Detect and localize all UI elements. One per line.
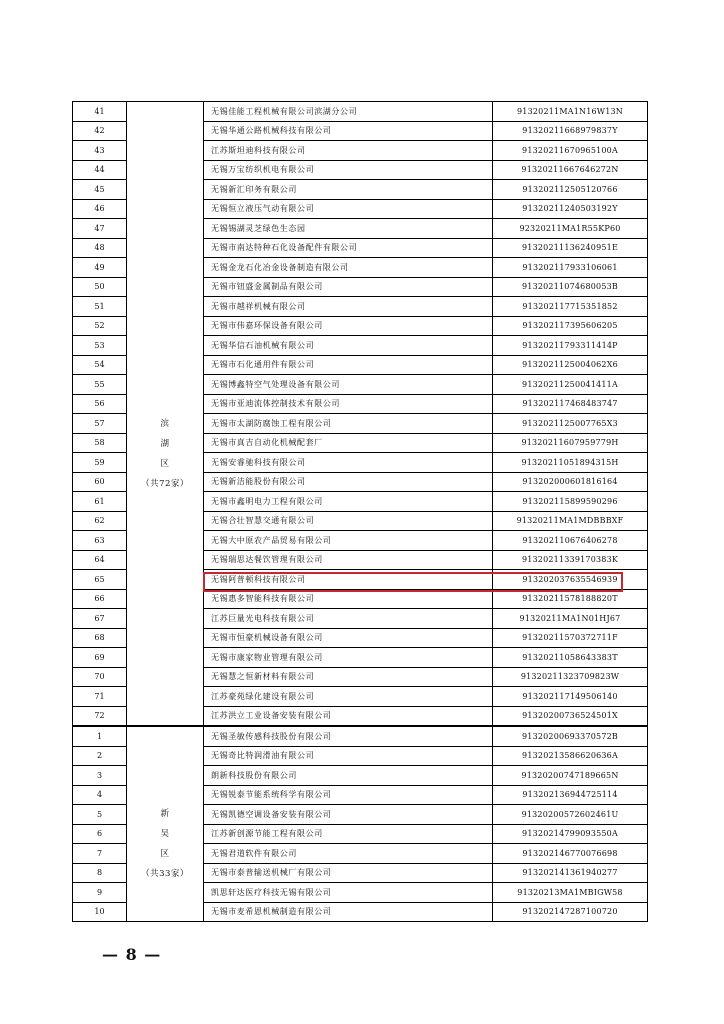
company-name: 无锡大中原农产品贸易有限公司 bbox=[204, 531, 493, 551]
company-name: 无锡万宝纺织机电有限公司 bbox=[204, 160, 493, 180]
row-number: 50 bbox=[73, 277, 127, 297]
credit-code: 91320211339170383K bbox=[493, 550, 648, 570]
company-name: 无锡金龙石化冶金设备制造有限公司 bbox=[204, 258, 493, 278]
company-name: 无锡安睿驰科技有限公司 bbox=[204, 453, 493, 473]
credit-code: 9132021125007765X3 bbox=[493, 414, 648, 434]
credit-code: 913202117395606205 bbox=[493, 316, 648, 336]
row-number: 9 bbox=[73, 883, 127, 903]
district-char: 吴 bbox=[160, 829, 170, 839]
district-cell bbox=[127, 102, 204, 727]
company-name: 无锡凯德空调设备安装有限公司 bbox=[204, 805, 493, 825]
company-name: 无锡新汇印务有限公司 bbox=[204, 180, 493, 200]
company-name: 无锡市伟嘉环保设备有限公司 bbox=[204, 316, 493, 336]
company-name: 无锡佳能工程机械有限公司滨湖分公司 bbox=[204, 102, 493, 122]
credit-code: 913202117468483747 bbox=[493, 394, 648, 414]
company-name: 江苏巨量光电科技有限公司 bbox=[204, 609, 493, 629]
company-name: 无锡新洁能股份有限公司 bbox=[204, 472, 493, 492]
row-number: 58 bbox=[73, 433, 127, 453]
company-name: 无锡市南达特种石化设备配件有限公司 bbox=[204, 238, 493, 258]
company-name: 江苏洪立工业设备安装有限公司 bbox=[204, 706, 493, 726]
row-number: 62 bbox=[73, 511, 127, 531]
company-name: 无锡市越祥机械有限公司 bbox=[204, 297, 493, 317]
company-name: 无锡市石化通用件有限公司 bbox=[204, 355, 493, 375]
credit-code: 91320211607959779H bbox=[493, 433, 648, 453]
company-name: 无锡市鑫明电力工程有限公司 bbox=[204, 492, 493, 512]
page-number: — 8 — bbox=[102, 945, 162, 964]
company-name: 无锡市麦希恩机械制造有限公司 bbox=[204, 902, 493, 922]
company-name: 无锡慧之恒新材料有限公司 bbox=[204, 667, 493, 687]
row-number: 49 bbox=[73, 258, 127, 278]
row-number: 54 bbox=[73, 355, 127, 375]
credit-code: 91320213MA1MBIGW58 bbox=[493, 883, 648, 903]
company-name: 无锡博鑫特空气处理设备有限公司 bbox=[204, 375, 493, 395]
district-char: 滨 bbox=[160, 418, 170, 429]
company-table bbox=[72, 101, 648, 922]
row-number: 8 bbox=[73, 863, 127, 883]
row-number: 71 bbox=[73, 687, 127, 707]
row-number: 63 bbox=[73, 531, 127, 551]
row-number: 1 bbox=[73, 726, 127, 746]
row-number: 65 bbox=[73, 570, 127, 590]
district-cell bbox=[127, 726, 204, 922]
company-name: 无锡锐泰节能系统科学有限公司 bbox=[204, 785, 493, 805]
row-number: 61 bbox=[73, 492, 127, 512]
row-number: 10 bbox=[73, 902, 127, 922]
credit-code: 913202147287100720 bbox=[493, 902, 648, 922]
credit-code: 92320211MA1R55KP60 bbox=[493, 219, 648, 239]
company-name: 无锡华信石油机械有限公司 bbox=[204, 336, 493, 356]
company-name: 朗新科技股份有限公司 bbox=[204, 766, 493, 786]
credit-code: 913202112505120766 bbox=[493, 180, 648, 200]
row-number: 72 bbox=[73, 706, 127, 726]
credit-code: 91320211570372711F bbox=[493, 628, 648, 648]
company-name: 无锡合壮智慧交通有限公司 bbox=[204, 511, 493, 531]
credit-code: 9132021125004062X6 bbox=[493, 355, 648, 375]
credit-code: 91320211793311414P bbox=[493, 336, 648, 356]
credit-code: 913202110676406278 bbox=[493, 531, 648, 551]
district-count: （共72家） bbox=[141, 478, 189, 489]
row-number: 52 bbox=[73, 316, 127, 336]
credit-code: 91320211136240951E bbox=[493, 238, 648, 258]
company-name: 凯思轩达医疗科技无锡有限公司 bbox=[204, 883, 493, 903]
company-name: 无锡市太湖防腐蚀工程有限公司 bbox=[204, 414, 493, 434]
district-char: 新 bbox=[160, 809, 170, 819]
credit-code: 91320214799093550A bbox=[493, 824, 648, 844]
row-number: 45 bbox=[73, 180, 127, 200]
company-name: 无锡奇比特润滑油有限公司 bbox=[204, 746, 493, 766]
company-name: 无锡市康家物业管理有限公司 bbox=[204, 648, 493, 668]
company-name: 无锡市泰普输送机械厂有限公司 bbox=[204, 863, 493, 883]
credit-code: 91320200572602461U bbox=[493, 805, 648, 825]
credit-code: 91320200693370572B bbox=[493, 726, 648, 746]
credit-code: 91320211667646272N bbox=[493, 160, 648, 180]
company-name: 江苏斯坦迪科技有限公司 bbox=[204, 141, 493, 161]
row-number: 44 bbox=[73, 160, 127, 180]
row-number: 59 bbox=[73, 453, 127, 473]
row-number: 66 bbox=[73, 589, 127, 609]
credit-code: 91320211MA1N01HJ67 bbox=[493, 609, 648, 629]
company-name: 无锡君道软件有限公司 bbox=[204, 844, 493, 864]
row-number: 67 bbox=[73, 609, 127, 629]
row-number: 46 bbox=[73, 199, 127, 219]
credit-code: 91320211578188820T bbox=[493, 589, 648, 609]
credit-code: 913202136944725114 bbox=[493, 785, 648, 805]
row-number: 64 bbox=[73, 550, 127, 570]
credit-code: 913202117715351852 bbox=[493, 297, 648, 317]
row-number: 4 bbox=[73, 785, 127, 805]
credit-code: 913202115899590296 bbox=[493, 492, 648, 512]
row-number: 51 bbox=[73, 297, 127, 317]
row-number: 7 bbox=[73, 844, 127, 864]
table-row bbox=[73, 102, 648, 122]
company-name: 无锡市钮盛金属制品有限公司 bbox=[204, 277, 493, 297]
row-number: 69 bbox=[73, 648, 127, 668]
credit-code: 91320200736524501X bbox=[493, 706, 648, 726]
company-name: 无锡圣敏传感科技股份有限公司 bbox=[204, 726, 493, 746]
company-name: 无锡市亚迪流体控制技术有限公司 bbox=[204, 394, 493, 414]
credit-code: 91320211670965100A bbox=[493, 141, 648, 161]
row-number: 6 bbox=[73, 824, 127, 844]
district-char: 区 bbox=[160, 458, 170, 469]
company-name: 无锡惠多智能科技有限公司 bbox=[204, 589, 493, 609]
company-name: 无锡锡湖灵芝绿色生态园 bbox=[204, 219, 493, 239]
company-name: 江苏豪苑绿化建设有限公司 bbox=[204, 687, 493, 707]
credit-code: 91320211250041411A bbox=[493, 375, 648, 395]
row-number: 48 bbox=[73, 238, 127, 258]
company-name: 无锡华通公路机械科技有限公司 bbox=[204, 121, 493, 141]
credit-code: 91320213586620636A bbox=[493, 746, 648, 766]
company-name: 江苏新创源节能工程有限公司 bbox=[204, 824, 493, 844]
table-row bbox=[73, 726, 648, 746]
row-number: 42 bbox=[73, 121, 127, 141]
row-number: 43 bbox=[73, 141, 127, 161]
credit-code: 913202000601816164 bbox=[493, 472, 648, 492]
credit-code: 913202117149506140 bbox=[493, 687, 648, 707]
credit-code: 91320211MA1N16W13N bbox=[493, 102, 648, 122]
company-name: 无锡市真吉自动化机械配套厂 bbox=[204, 433, 493, 453]
row-number: 47 bbox=[73, 219, 127, 239]
district-count: （共33家） bbox=[141, 869, 189, 879]
company-name: 无锡阿普顿科技有限公司 bbox=[204, 570, 493, 590]
credit-code: 91320211668979837Y bbox=[493, 121, 648, 141]
row-number: 56 bbox=[73, 394, 127, 414]
credit-code: 91320211058643383T bbox=[493, 648, 648, 668]
row-number: 41 bbox=[73, 102, 127, 122]
company-name: 无锡恒立液压气动有限公司 bbox=[204, 199, 493, 219]
company-name: 无锡瑞思达餐饮管理有限公司 bbox=[204, 550, 493, 570]
row-number: 2 bbox=[73, 746, 127, 766]
row-number: 5 bbox=[73, 805, 127, 825]
credit-code: 91320211MA1MDBBBXF bbox=[493, 511, 648, 531]
row-number: 3 bbox=[73, 766, 127, 786]
credit-code: 91320211051894315H bbox=[493, 453, 648, 473]
credit-code: 91320211323709823W bbox=[493, 667, 648, 687]
row-number: 57 bbox=[73, 414, 127, 434]
company-name: 无锡市恒豪机械设备有限公司 bbox=[204, 628, 493, 648]
row-number: 70 bbox=[73, 667, 127, 687]
district-char: 湖 bbox=[160, 438, 170, 449]
credit-code: 91320200747189665N bbox=[493, 766, 648, 786]
row-number: 68 bbox=[73, 628, 127, 648]
credit-code: 91320211074680053B bbox=[493, 277, 648, 297]
row-number: 55 bbox=[73, 375, 127, 395]
credit-code: 913202146770076698 bbox=[493, 844, 648, 864]
row-number: 53 bbox=[73, 336, 127, 356]
credit-code: 913202037635546939 bbox=[493, 570, 648, 590]
row-number: 60 bbox=[73, 472, 127, 492]
credit-code: 913202117933106061 bbox=[493, 258, 648, 278]
credit-code: 913202141361940277 bbox=[493, 863, 648, 883]
district-char: 区 bbox=[160, 849, 170, 859]
credit-code: 91320211240503192Y bbox=[493, 199, 648, 219]
